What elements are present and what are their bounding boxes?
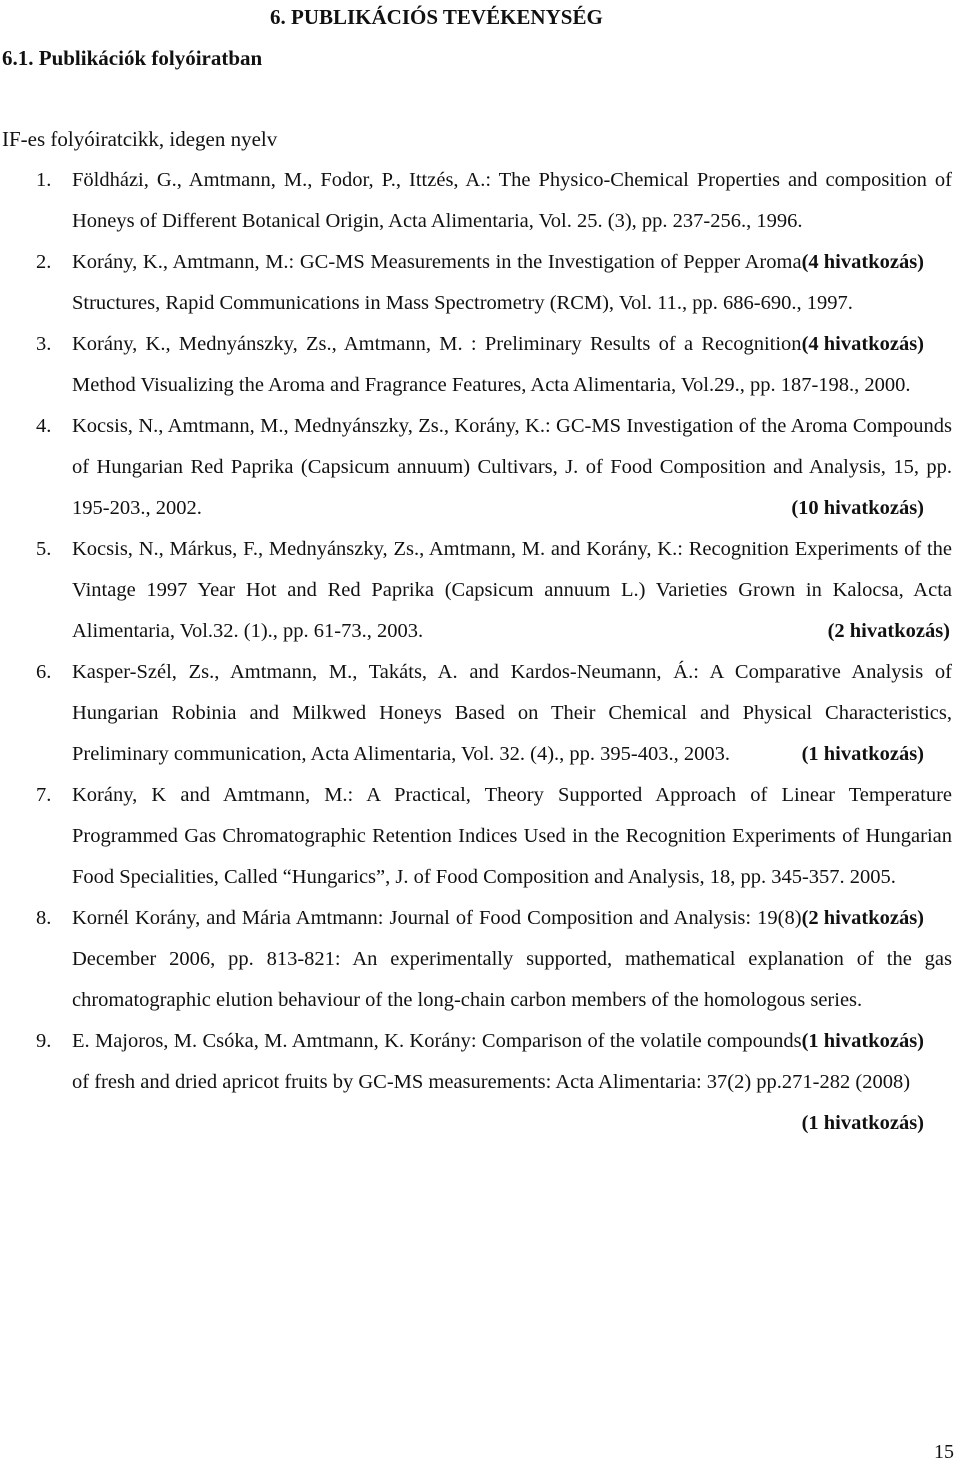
publication-item	[0, 898, 952, 1052]
publication-reference: Kornél Korány, and Mária Amtmann: Journal of Food Composition and Analysis: 19(8) December 2006, pp. 813-821: An experimentally supported, mathematical explanation of the gas chromatographic elution behaviour of the long-chain carbon members of the homologous series.	[72, 907, 952, 1011]
publication-reference: Földházi, G., Amtmann, M., Fodor, P., Ittzés, A.: The Physico-Chemical Properties and composition of Honeys of Different Botanical Origin, Acta Alimentaria, Vol. 25. (3), pp. 237-256., 1996.	[72, 169, 952, 232]
publication-reference: Korány, K., Amtmann, M.: GC-MS Measurements in the Investigation of Pepper Aroma Structures, Rapid Communications in Mass Spectrometry (RCM), Vol. 11., pp. 686-690., 1997.	[72, 251, 853, 314]
section-title: 6.1. Publikációk folyóiratban	[2, 46, 263, 70]
citation-count: (1 hivatkozás)	[801, 1112, 924, 1134]
publication-reference: Kasper-Szél, Zs., Amtmann, M., Takáts, A. and Kardos-Neumann, Á.: A Comparative Analysis of Hungarian Robinia and Milkwed Honeys Based on Their Chemical and Physical Characteristics, Preliminary communication, Acta Alimentaria, Vol. 32. (4)., pp. 395-403., 2003.	[72, 661, 952, 765]
publication-number: 9.	[36, 1030, 52, 1052]
publication-reference: Kocsis, N., Márkus, F., Mednyánszky, Zs., Amtmann, M. and Korány, K.: Recognition Experiments of the Vintage 1997 Year Hot and Red Paprika (Capsicum annuum L.) Varieties Grown in Kalocsa, Acta Alimentaria, Vol.32. (1)., pp. 61-73., 2003.	[72, 538, 952, 642]
publication-reference: Korány, K., Mednyánszky, Zs., Amtmann, M. : Preliminary Results of a Recognition Method Visualizing the Aroma and Fragrance Features, Acta Alimentaria, Vol.29., pp. 187-198., 2000.	[72, 333, 911, 396]
page-number: 15	[934, 1441, 954, 1463]
publication-item	[0, 529, 952, 652]
publication-number: 6.	[36, 661, 52, 683]
publication-number: 3.	[36, 333, 52, 355]
publication-item	[0, 1021, 952, 1134]
citation-count: (10 hivatkozás)	[791, 497, 924, 519]
chapter-title: 6. PUBLIKÁCIÓS TEVÉKENYSÉG	[270, 5, 603, 29]
citation-count: (2 hivatkozás)	[801, 907, 924, 929]
publication-number: 2.	[36, 251, 52, 273]
publication-reference: Kocsis, N., Amtmann, M., Mednyánszky, Zs., Korány, K.: GC-MS Investigation of the Aroma Compounds of Hungarian Red Paprika (Capsicum annuum) Cultivars, J. of Food Composition and Analysis, 15, pp. 195-203., 2002.	[72, 415, 952, 519]
publication-list	[0, 160, 952, 1144]
publication-number: 7.	[36, 784, 52, 806]
publication-item	[0, 160, 952, 273]
publication-item	[0, 652, 952, 775]
citation-count: (1 hivatkozás)	[801, 1030, 924, 1052]
citation-count: (4 hivatkozás)	[801, 251, 924, 273]
subsection-title: IF-es folyóiratcikk, idegen nyelv	[2, 127, 278, 151]
citation-count: (2 hivatkozás)	[827, 620, 950, 642]
citation-count: (1 hivatkozás)	[801, 743, 924, 765]
publication-number: 1.	[36, 169, 52, 191]
publication-number: 4.	[36, 415, 52, 437]
publication-item	[0, 242, 952, 355]
publication-number: 8.	[36, 907, 52, 929]
publication-reference: Korány, K and Amtmann, M.: A Practical, Theory Supported Approach of Linear Temperature Programmed Gas Chromatographic Retention Indices Used in the Recognition Experiments of Hungarian Food Specialities, Called “Hungarics”, J. of Food Composition and Analysis, 18, pp. 345-357. 2005.	[72, 784, 952, 888]
publication-item	[0, 406, 952, 529]
publication-reference: E. Majoros, M. Csóka, M. Amtmann, K. Korány: Comparison of the volatile compounds of fresh and dried apricot fruits by GC-MS measurements: Acta Alimentaria: 37(2) pp.271-282 (2008)	[72, 1030, 911, 1093]
publication-item	[0, 775, 952, 929]
publication-number: 5.	[36, 538, 52, 560]
publication-item	[0, 324, 952, 406]
citation-count: (4 hivatkozás)	[801, 333, 924, 355]
